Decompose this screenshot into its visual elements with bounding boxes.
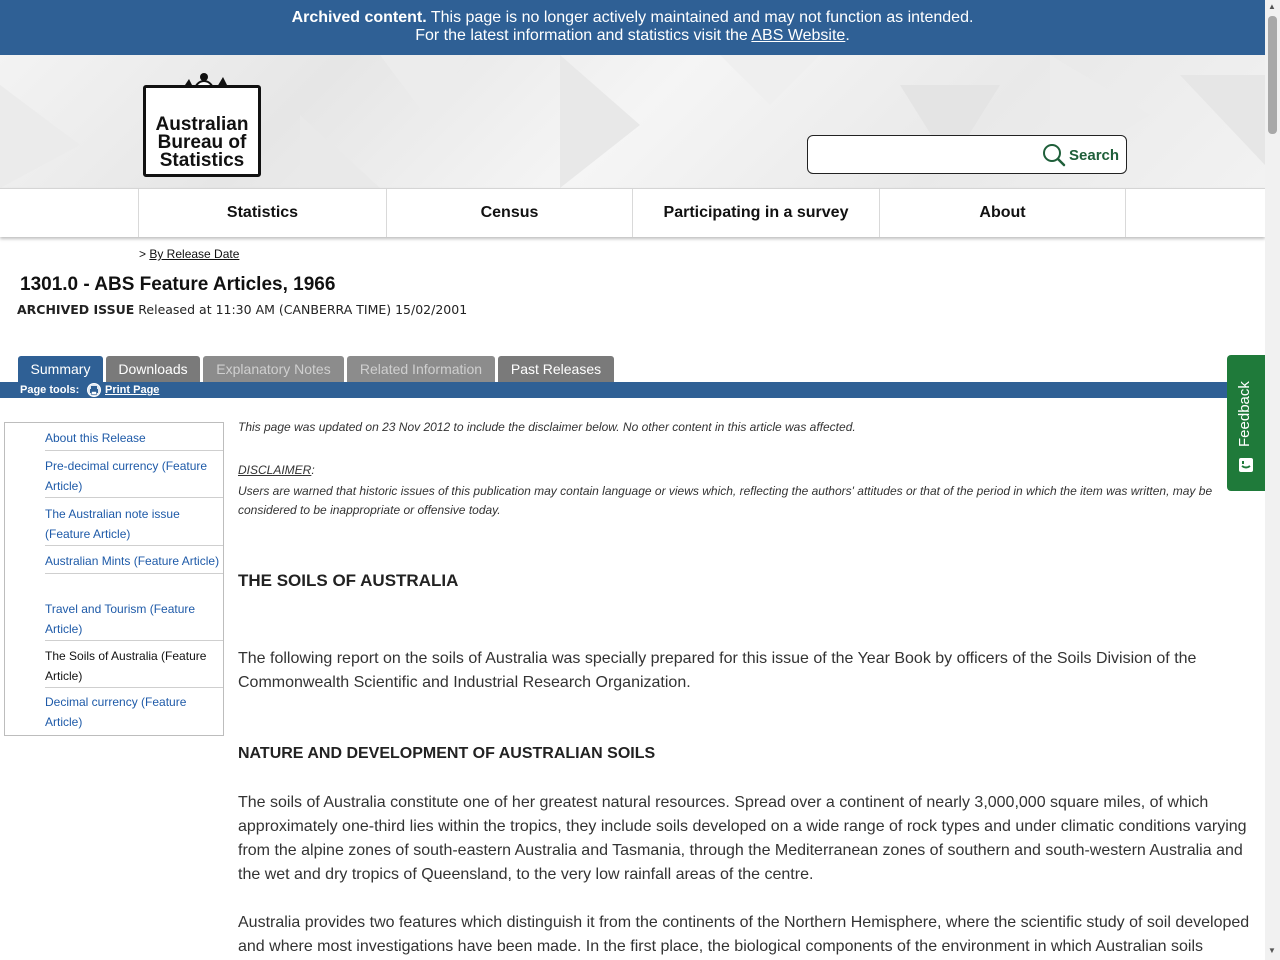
tab-past-releases[interactable]: Past Releases (498, 356, 614, 382)
print-page-label: Print Page (105, 384, 160, 396)
sidebar-item-australian-mints[interactable]: Australian Mints (Feature Article) (45, 552, 223, 574)
print-icon (87, 383, 101, 397)
banner-strong: Archived content. (291, 9, 427, 26)
banner-line-2 (0, 27, 1265, 45)
logo-line-2: Bureau of (157, 132, 247, 153)
article-intro-paragraph: The following report on the soils of Australia was specially prepared for this issue of the Year Book by officers of the Soils Division of the Commonwealth Scientific and Industrial Research Organization. (238, 650, 1197, 691)
disclaimer-heading-text: DISCLAIMER (238, 463, 312, 477)
page-title: 1301.0 - ABS Feature Articles, 1966 (20, 274, 336, 295)
breadcrumb-by-release-date[interactable]: By Release Date (149, 247, 240, 261)
tab-explanatory-notes[interactable]: Explanatory Notes (203, 356, 344, 382)
breadcrumb-prefix: > (139, 247, 150, 261)
archived-banner (0, 0, 1265, 55)
banner-line2-prefix: For the latest information and statistics visit the (415, 27, 752, 44)
nav-participating-in-a-survey[interactable]: Participating in a survey (632, 189, 879, 237)
breadcrumb (139, 247, 239, 261)
nav-statistics[interactable]: Statistics (138, 189, 386, 237)
disclaimer-text: Users are warned that historic issues of this publication may contain language or views which, reflecting the authors' attitudes or that of the period in which the item was written, may be considered to be inappropriate or offensive today. (238, 484, 1213, 517)
search-button-label: Search (1069, 146, 1120, 164)
abs-logo[interactable] (143, 85, 261, 177)
scroll-down-arrow-icon[interactable]: ▼ (1268, 946, 1276, 955)
search-icon (1042, 143, 1066, 167)
search-button[interactable] (1042, 142, 1124, 168)
site-header (0, 55, 1265, 188)
section-heading: NATURE AND DEVELOPMENT OF AUSTRALIAN SOILS (238, 745, 656, 762)
scroll-up-arrow-icon[interactable]: ▲ (1268, 2, 1276, 11)
vertical-scrollbar[interactable] (1265, 0, 1280, 960)
feedback-label: Feedback (1236, 381, 1253, 447)
abs-website-link[interactable]: ABS Website (751, 27, 846, 44)
disclaimer-heading (238, 463, 315, 477)
banner-line2-suffix: . (845, 27, 850, 44)
update-notice: This page was updated on 23 Nov 2012 to include the disclaimer below. No other content in this article was affected. (238, 420, 856, 434)
feedback-tab[interactable] (1227, 355, 1265, 491)
nav-about[interactable]: About (879, 189, 1126, 237)
page-tools-bar (0, 382, 1265, 398)
article-paragraph-2: Australia provides two features which distinguish it from the continents of the Northern Hemisphere, where the scientific study of soil developed and where most investigations have been made. In the first place, the biological components of the environment in which Australian soils (238, 914, 1250, 955)
disclaimer-colon: : (311, 463, 315, 477)
scrollbar-thumb[interactable] (1268, 16, 1277, 134)
article-paragraph-1: The soils of Australia constitute one of her greatest natural resources. Spread over a continent of nearly 3,000,000 square miles, of which approximately one-third lies within the tropics, they include soils developed on a wide range of rock types and under climatic conditions varying from the alpine zones of south-eastern Australia and Tasmania, through the Mediterranean zones of southern and south-western Australia and the wet and dry tropics of Queensland, to the very low rainfall areas of the centre. (238, 794, 1247, 883)
search-input[interactable] (814, 140, 1038, 170)
archived-issue-label: ARCHIVED ISSUE (17, 302, 135, 317)
release-text: Released at 11:30 AM (CANBERRA TIME) 15/02/2001 (134, 302, 468, 317)
banner-line-1 (0, 9, 1265, 27)
logo-line-1: Australian (155, 114, 249, 135)
search-box (807, 135, 1127, 174)
tab-related-information[interactable]: Related Information (347, 356, 495, 382)
tab-downloads[interactable]: Downloads (106, 356, 200, 382)
sidebar-item-about-this-release[interactable]: About this Release (45, 429, 223, 451)
sidebar-item-australian-note-issue[interactable]: The Australian note issue (Feature Article) (45, 505, 223, 546)
feedback-icon (1238, 457, 1254, 473)
sidebar-item-travel-and-tourism[interactable]: Travel and Tourism (Feature Article) (45, 600, 223, 641)
release-sidebar (4, 422, 224, 736)
logo-line-3: Statistics (159, 150, 245, 171)
print-page-link[interactable] (87, 382, 159, 398)
sidebar-item-pre-decimal-currency[interactable]: Pre-decimal currency (Feature Article) (45, 457, 223, 498)
nav-census[interactable]: Census (386, 189, 632, 237)
release-info (17, 302, 467, 317)
sidebar-item-soils-of-australia: The Soils of Australia (Feature Article) (45, 647, 223, 688)
article-heading: THE SOILS OF AUSTRALIA (238, 571, 459, 590)
tab-summary[interactable]: Summary (18, 356, 103, 382)
sidebar-item-decimal-currency[interactable]: Decimal currency (Feature Article) (45, 695, 187, 729)
page-tools-label: Page tools: (20, 384, 80, 396)
banner-text: This page is no longer actively maintained and may not function as intended. (426, 9, 974, 26)
main-navigation (0, 188, 1265, 237)
